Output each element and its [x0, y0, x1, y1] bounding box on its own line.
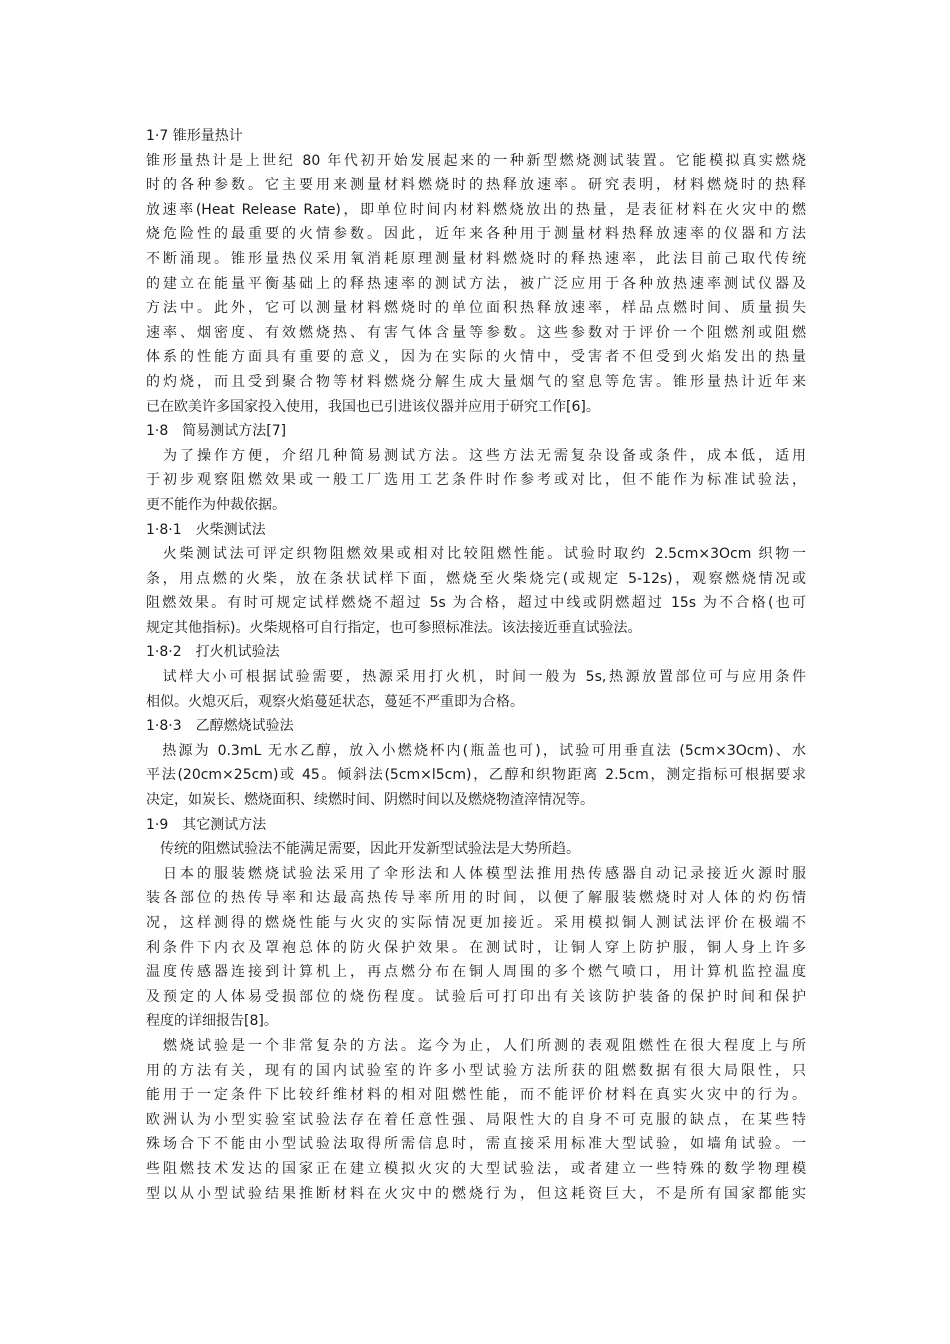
text-line: 及预定的人体易受损部位的烧伤程度。试验后可打印出有关该防护装备的保护时间和保护 — [146, 988, 806, 1005]
text-line: 为了操作方便，介绍几种简易测试方法。这些方法无需复杂设备或条件，成本低，适用 — [146, 447, 806, 464]
text-line: 日本的服装燃烧试验法采用了伞形法和人体模型法推用热传感器自动记录接近火源时服 — [146, 865, 806, 882]
text-line: 的灼烧，而且受到聚合物等材料燃烧分解生成大量烟气的窒息等危害。锥形量热计近年来 — [146, 373, 806, 390]
text-line: 已在欧美许多国家投入使用，我国也已引进该仪器并应用于研究工作[6]。 — [146, 398, 600, 415]
text-line: 型以从小型试验结果推断材料在火灾中的燃烧行为，但这耗资巨大，不是所有国家都能实 — [146, 1185, 806, 1202]
text-line: 况，这样测得的燃烧性能与火灾的实际情况更加接近。采用模拟铜人测试法评价在极端不 — [146, 915, 806, 931]
text-line: 殊场合下不能由小型试验法取得所需信息时，需直接采用标准大型试验，如墙角试验。一 — [146, 1136, 806, 1153]
text-line: 传统的阻燃试验法不能满足需要，因此开发新型试验法是大势所趋。 — [146, 841, 580, 858]
text-line: 利条件下内衣及罩袍总体的防火保护效果。在测试时，让铜人穿上防护服，铜人身上许多 — [146, 939, 806, 956]
text-line: 速率、烟密度、有效燃烧热、有害气体含量等参数。这些参数对于评价一个阻燃剂或阻燃 — [146, 324, 806, 341]
text-line: 平法(20cm×25cm)或 45。倾斜法(5cm×l5cm)，乙醇和织物距离 2.5cm，测定指标可根据要求 — [146, 767, 806, 784]
text-line: 方法中。此外，它可以测量材料燃烧时的单位面积热释放速率，样品点燃时间、质量损失 — [146, 300, 806, 317]
text-line: 能用于一定条件下比较纤维材料的相对阻燃性能，而不能评价材料在真实火灾中的行为。 — [146, 1087, 806, 1104]
text-line: 程度的详细报告[8]。 — [146, 1013, 278, 1030]
text-line: 燃烧试验是一个非常复杂的方法。迄今为止，人们所测的表观阻燃性在很大程度上与所 — [146, 1037, 806, 1054]
text-line: 时的各种参数。它主要用来测量材料燃烧时的热释放速率。研究表明，材料燃烧时的热释 — [146, 177, 806, 194]
text-line: 相似。火熄灭后，观察火焰蔓延状态，蔓延不严重即为合格。 — [146, 693, 524, 710]
text-line: 火柴测试法可评定织物阻燃效果或相对比较阻燃性能。试验时取约 2.5cm×3Ocm 织物一 — [146, 546, 806, 563]
text-line: 不断涌现。锥形量热仪采用氧消耗原理测量材料燃烧时的释热速率，此法目前己取代传统 — [146, 250, 806, 267]
text-line: 决定，如炭长、燃烧面积、续燃时间、阴燃时间以及燃烧物渣滓情况等。 — [146, 792, 594, 809]
text-line: 规定其他指标)。火柴规格可自行指定，也可参照标准法。该法接近垂直试验法。 — [146, 619, 642, 636]
text-line: 锥形量热计是上世纪 80 年代初开始发展起来的一种新型燃烧测试装置。它能模拟真实燃烧 — [146, 152, 806, 169]
text-line: 温度传感器连接到计算机上，再点燃分布在铜人周围的多个燃气喷口，用计算机监控温度 — [146, 964, 806, 981]
text-line: 1·8·1 火柴测试法 — [146, 521, 266, 538]
text-line: 的建立在能量平衡基础上的释热速率的测试方法，被广泛应用于各种放热速率测试仪器及 — [146, 275, 806, 292]
text-line: 1·9 其它测试方法 — [146, 816, 267, 833]
text-line: 用的方法有关，现有的国内试验室的许多小型试验方法所获的阻燃数据有很大局限性，只 — [146, 1062, 806, 1079]
text-line: 于初步观察阻燃效果或一般工厂选用工艺条件时作参考或对比，但不能作为标准试验法， — [146, 472, 806, 489]
text-line: 1·8·3 乙醇燃烧试验法 — [146, 718, 294, 735]
text-line: 烧危险性的最重要的火情参数。因此，近年来各种用于测量材料热释放速率的仪器和方法 — [146, 226, 806, 243]
text-line: 1·8·2 打火机试验法 — [146, 644, 280, 661]
text-line: 放速率(Heat Release Rate)，即单位时间内材料燃烧放出的热量，是表征材料在火灾中的燃 — [146, 201, 806, 218]
text-line: 条，用点燃的火柴，放在条状试样下面，燃烧至火柴烧完(或规定 5-12s)，观察燃烧情况或 — [146, 570, 806, 587]
text-line: 装各部位的热传导率和达最高热传导率所用的时间，以便了解服装燃烧时对人体的灼伤情 — [146, 890, 806, 907]
text-line: 热源为 0.3mL 无水乙醇，放入小燃烧杯内(瓶盖也可)，试验可用垂直法 (5cm×3Ocm)、水 — [146, 742, 806, 759]
text-line: 欧洲认为小型实验室试验法存在着任意性强、局限性大的自身不可克服的缺点，在某些特 — [146, 1111, 806, 1128]
text-line: 更不能作为仲裁依据。 — [146, 496, 286, 513]
text-line: 些阻燃技术发达的国家正在建立模拟火灾的大型试验法，或者建立一些特殊的数学物理模 — [146, 1160, 806, 1177]
text-line: 1·7 锥形量热计 — [146, 128, 243, 144]
document-page — [146, 124, 806, 1206]
text-line: 阻燃效果。有时可规定试样燃烧不超过 5s 为合格，超过中线或阴燃超过 15s 为不合格(也可 — [146, 595, 806, 612]
text-line: 试样大小可根据试验需要，热源采用打火机，时间一般为 5s,热源放置部位可与应用条件 — [146, 669, 806, 686]
text-line: 1·8 简易测试方法[7] — [146, 423, 287, 440]
text-line: 体系的性能方面具有重要的意义，因为在实际的火情中，受害者不但受到火焰发出的热量 — [146, 349, 806, 366]
